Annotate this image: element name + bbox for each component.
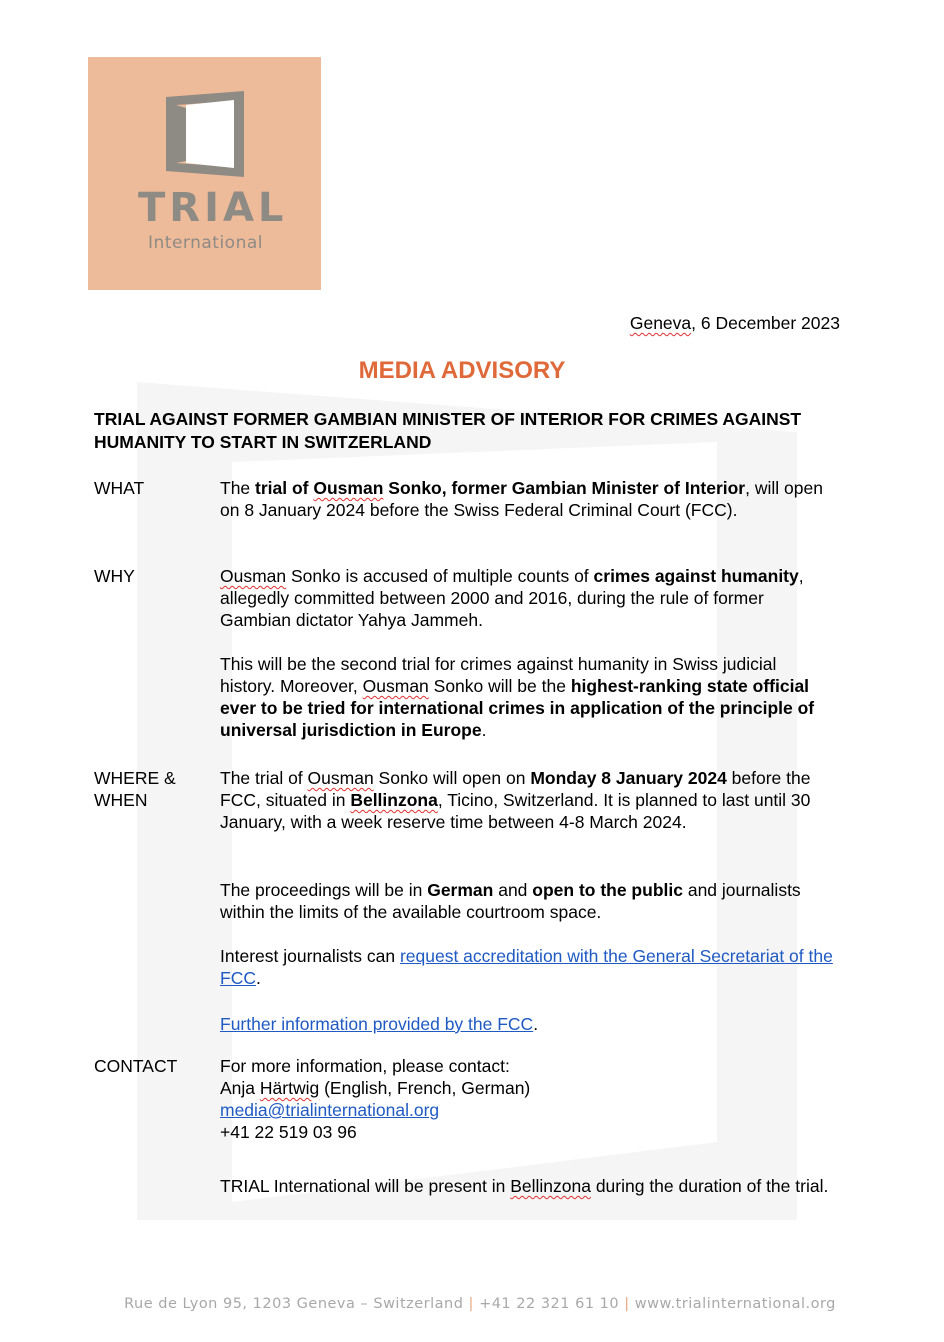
why-paragraph-2 [220, 653, 835, 741]
text-run: trial of [255, 478, 314, 498]
footer [0, 1296, 944, 1312]
trial-logo [88, 57, 321, 290]
contact-name [220, 1077, 835, 1099]
text-run: Monday 8 January 2024 [530, 768, 727, 788]
text-run: and [493, 880, 533, 900]
section-label-what: WHAT [94, 478, 145, 498]
text-run: during the duration of the trial. [590, 1176, 829, 1196]
where-paragraph-1 [220, 767, 835, 833]
logo-wordmark: TRIAL [138, 185, 288, 231]
headline: TRIAL AGAINST FORMER GAMBIAN MINISTER OF INTERIOR FOR CRIMES AGAINST HUMANITY TO START IN SWITZERLAND [94, 409, 802, 452]
text-run: before the FCC, situated in [220, 768, 811, 810]
fcc-info-link[interactable]: Further information provided by the FCC [220, 1014, 534, 1034]
text-run: This will be the second trial for crimes against humanity in Swiss judicial history. Moreover, [220, 654, 777, 696]
footer-address: Rue de Lyon 95, 1203 Geneva – Switzerland [124, 1296, 464, 1312]
contact-phone: +41 22 519 03 96 [220, 1122, 357, 1142]
text-run: The trial of [220, 768, 308, 788]
text-run: . [255, 968, 261, 988]
logo-subtitle: International [148, 233, 263, 253]
text-run: Bellinzona [510, 1176, 591, 1196]
text-run: Ousman [362, 676, 429, 696]
page-title: MEDIA ADVISORY [358, 357, 566, 384]
text-run: Ousman [307, 768, 374, 788]
text-run: Sonko will be the [428, 676, 571, 696]
text-run: The proceedings will be in [220, 880, 428, 900]
dateline-city: Geneva [629, 313, 692, 333]
dateline-date: , 6 December 2023 [691, 313, 840, 333]
text-run: (English, French, German) [319, 1078, 531, 1098]
text-run: TRIAL International will be present in [220, 1176, 511, 1196]
contact-email-link[interactable]: media@trialinternational.org [220, 1100, 440, 1120]
footer-website[interactable]: www.trialinternational.org [634, 1296, 836, 1312]
text-run: WHEN [94, 790, 148, 810]
footer-separator: | [619, 1296, 635, 1312]
text-run: , will open on 8 January 2024 before the Swiss Federal Criminal Court (FCC). [220, 478, 823, 520]
contact-paragraph-2 [220, 1175, 835, 1197]
text-run: WHERE & [94, 768, 176, 788]
accreditation-link[interactable]: request accreditation with the General Secretariat of the FCC [220, 946, 833, 988]
text-run: highest-ranking state official ever to be tried for international crimes in application of the principle of universal jurisdiction in Europe [220, 676, 815, 740]
text-run: Ousman [220, 566, 287, 586]
text-run: and journalists within the limits of the available courtroom space. [220, 880, 801, 922]
text-run: Sonko is accused of multiple counts of [286, 566, 594, 586]
contact-block [220, 1055, 835, 1143]
text-run: German [427, 880, 494, 900]
text-run: , Ticino, Switzerland. It is planned to last until 30 January, with a week reserve time between 4-8 March 2024. [220, 790, 811, 832]
where-paragraph-4 [220, 1013, 835, 1035]
footer-separator: | [463, 1296, 480, 1312]
text-run: crimes against humanity [593, 566, 799, 586]
section-label-where-when [94, 767, 176, 811]
text-run: Ousman [313, 478, 384, 498]
text-run: Interest journalists can [220, 946, 400, 966]
text-run: . [481, 720, 487, 740]
text-run: Sonko will open on [373, 768, 531, 788]
contact-intro: For more information, please contact: [220, 1056, 510, 1076]
text-run: Anja [220, 1078, 260, 1098]
footer-phone: +41 22 321 61 10 [479, 1296, 620, 1312]
where-paragraph-2 [220, 879, 835, 923]
door-icon [166, 91, 244, 177]
dateline [630, 313, 840, 334]
what-paragraph [220, 477, 835, 521]
text-run: Härtwig [259, 1078, 320, 1098]
section-label-why: WHY [94, 566, 135, 586]
why-paragraph-1 [220, 565, 835, 631]
text-run: , allegedly committed between 2000 and 2016, during the rule of former Gambian dictator Yahya Jammeh. [220, 566, 804, 630]
section-label-contact: CONTACT [94, 1056, 178, 1076]
where-paragraph-3 [220, 945, 835, 989]
text-run: Sonko, former Gambian Minister of Interior [383, 478, 746, 498]
text-run: The [220, 478, 256, 498]
text-run: Bellinzona [350, 790, 438, 810]
text-run: . [533, 1014, 539, 1034]
text-run: open to the public [532, 880, 683, 900]
